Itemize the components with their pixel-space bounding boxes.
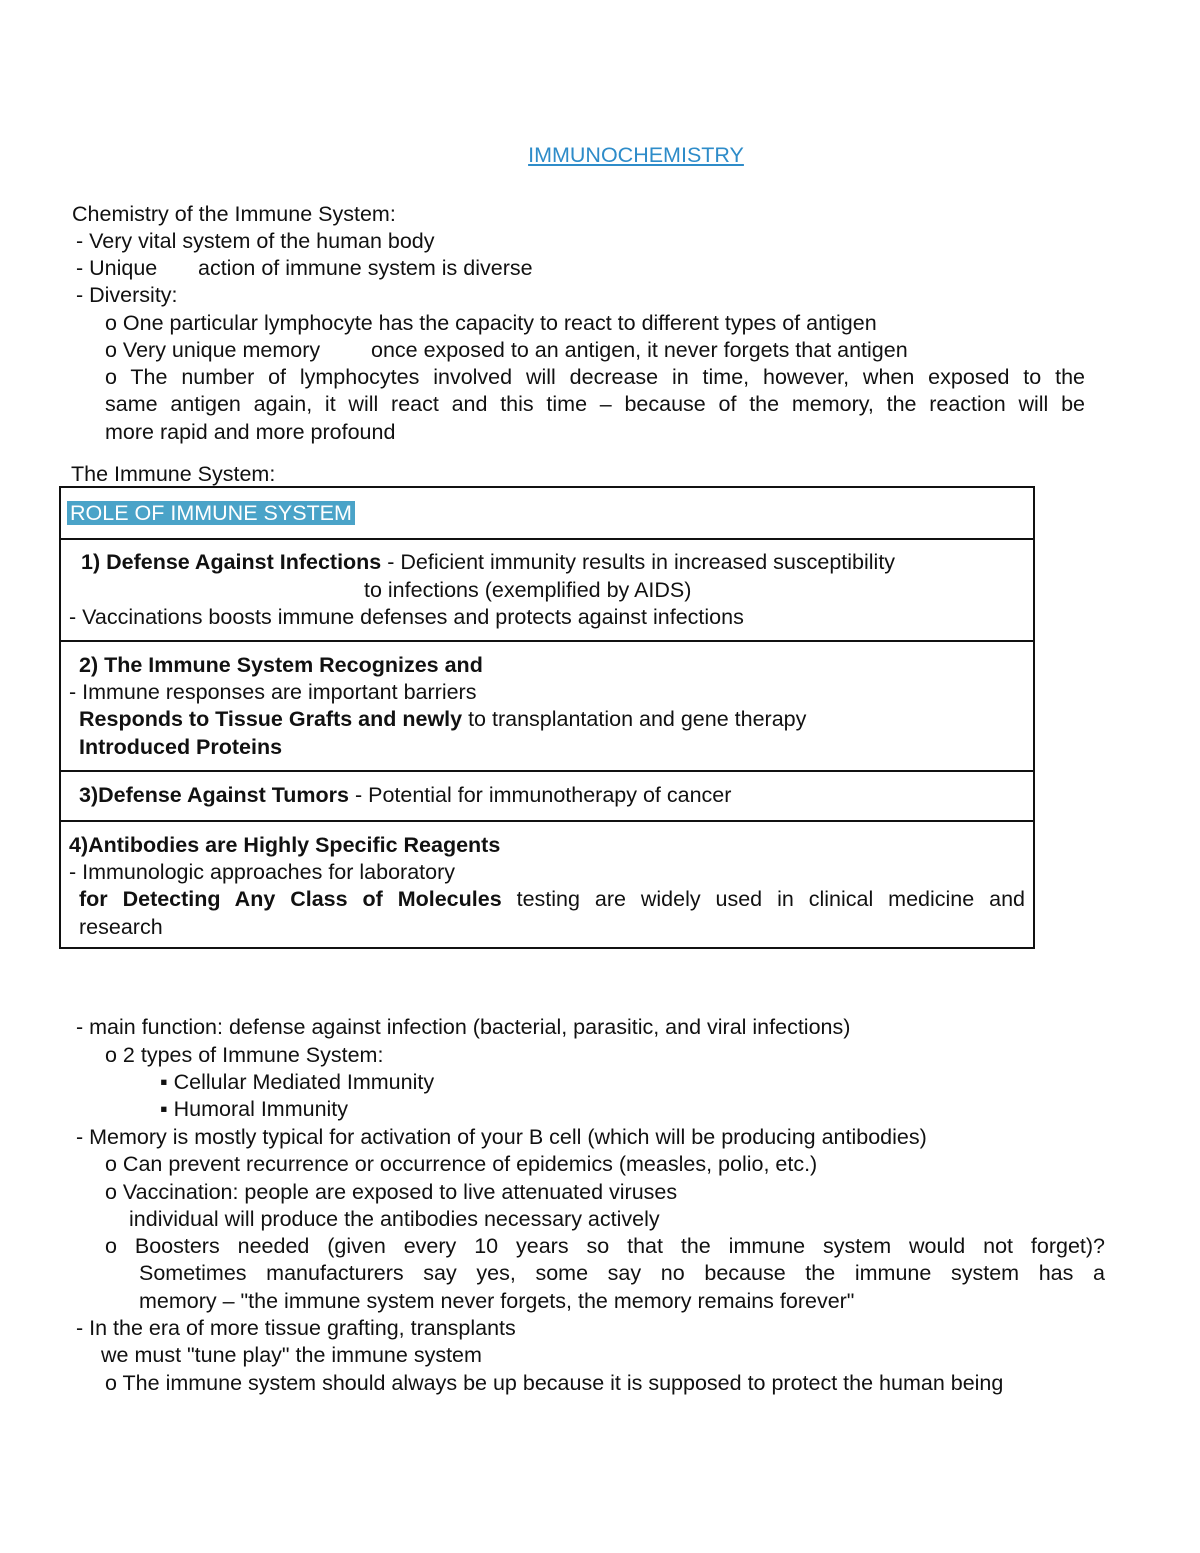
row-antibodies-title-cont: for Detecting Any Class of Molecules <box>79 887 502 911</box>
lower-tune-play: we must "tune play" the immune system <box>101 1343 482 1367</box>
diversity-item-lymphocyte: o One particular lymphocyte has the capacity to react to different types of antigen <box>105 311 877 335</box>
diversity-item-memory-end: once exposed to an antigen, it never forgets that antigen <box>371 338 908 362</box>
lower-main-function: - main function: defense against infection (bacterial, parasitic, and viral infections) <box>76 1015 851 1039</box>
row-infections-line3: - Vaccinations boosts immune defenses and protects against infections <box>69 605 744 629</box>
row-antibodies-text: testing are widely used in clinical medicine and <box>501 887 1025 911</box>
intro-bullet-diversity: - Diversity: <box>76 283 178 307</box>
table-row-tumors <box>61 770 1033 822</box>
diversity-item-memory-start: o Very unique memory <box>105 338 321 362</box>
lower-type-cellular: ▪ Cellular Mediated Immunity <box>160 1070 435 1094</box>
lower-memory-bcell: - Memory is mostly typical for activation of your B cell (which will be producing antibodies) <box>76 1125 927 1149</box>
intro-heading: Chemistry of the Immune System: <box>72 202 396 226</box>
row-antibodies-title: 4)Antibodies are Highly Specific Reagents <box>69 833 501 857</box>
lower-tissue-grafting: - In the era of more tissue grafting, transplants <box>76 1316 516 1340</box>
diversity-item-number-line3: more rapid and more profound <box>105 420 396 444</box>
row-antibodies-line3 <box>79 886 1025 913</box>
lower-boosters-line1: o Boosters needed (given every 10 years so that the immune system would not forget)? <box>105 1234 1105 1258</box>
row-tumors-line <box>79 782 731 809</box>
table-header-row <box>61 488 1033 540</box>
diversity-item-number-line2: same antigen again, it will react and this time – because of the memory, the reaction will be <box>105 392 1085 416</box>
lower-boosters-line2: Sometimes manufacturers say yes, some say no because the immune system has a <box>139 1261 1105 1285</box>
lower-epidemics: o Can prevent recurrence or occurrence of epidemics (measles, polio, etc.) <box>105 1152 818 1176</box>
row-grafts-text: to transplantation and gene therapy <box>462 707 807 731</box>
table-header-label: ROLE OF IMMUNE SYSTEM <box>67 501 355 525</box>
lower-vaccination-cont: individual will produce the antibodies necessary actively <box>129 1207 660 1231</box>
role-table <box>59 486 1035 949</box>
row-infections-line2: to infections (exemplified by AIDS) <box>364 578 692 602</box>
table-row-infections <box>61 538 1033 642</box>
row-infections-text: - Deficient immunity results in increased susceptibility <box>381 550 896 574</box>
row-antibodies-line4: research <box>79 915 163 939</box>
lower-vaccination: o Vaccination: people are exposed to live attenuated viruses <box>105 1180 678 1204</box>
row-grafts-title-end: Introduced Proteins <box>79 735 283 759</box>
row-infections-title: 1) Defense Against Infections <box>81 550 382 574</box>
diversity-item-number-line1: o The number of lymphocytes involved will decrease in time, however, when exposed to the <box>105 365 1085 389</box>
lower-type-humoral: ▪ Humoral Immunity <box>160 1097 349 1121</box>
intro-bullet-unique-end: action of immune system is diverse <box>198 256 533 280</box>
row-grafts-line3 <box>79 706 806 733</box>
row-grafts-title: 2) The Immune System Recognizes and <box>79 653 483 677</box>
lower-types: o 2 types of Immune System: <box>105 1043 384 1067</box>
intro-bullet-unique-start: - Unique <box>76 256 158 280</box>
row-grafts-title-cont: Responds to Tissue Grafts and newly <box>79 707 463 731</box>
table-row-grafts <box>61 640 1033 772</box>
table-row-antibodies <box>61 820 1033 947</box>
row-antibodies-line2: - Immunologic approaches for laboratory <box>69 860 455 884</box>
lower-boosters-line3: memory – "the immune system never forgets, the memory remains forever" <box>139 1289 855 1313</box>
row-infections-line1 <box>81 549 895 576</box>
intro-bullet-vital: - Very vital system of the human body <box>76 229 435 253</box>
lower-always-up: o The immune system should always be up because it is supposed to protect the human being <box>105 1371 1004 1395</box>
row-tumors-text: - Potential for immunotherapy of cancer <box>349 783 732 807</box>
row-tumors-title: 3)Defense Against Tumors <box>79 783 349 807</box>
page-title: IMMUNOCHEMISTRY <box>528 143 744 167</box>
immune-system-heading: The Immune System: <box>71 462 276 486</box>
row-grafts-line2: - Immune responses are important barriers <box>69 680 477 704</box>
